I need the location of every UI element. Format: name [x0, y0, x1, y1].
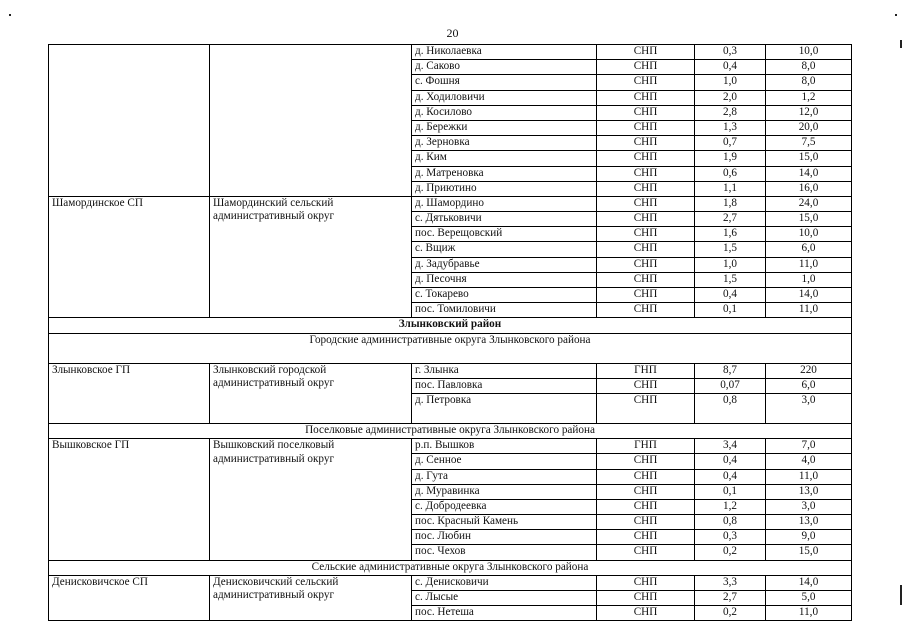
value-1-cell: 0,07	[695, 378, 766, 393]
table-row	[49, 318, 852, 333]
settlement-cell: д. Сенное	[412, 454, 597, 469]
settlement-type-cell: СНП	[597, 196, 695, 211]
settlement-type-cell: СНП	[597, 454, 695, 469]
settlement-type-cell: СНП	[597, 120, 695, 135]
settlement-type-cell: СНП	[597, 515, 695, 530]
okrug-cell	[210, 45, 412, 197]
value-1-cell: 1,0	[695, 257, 766, 272]
settlement-cell: пос. Верещовский	[412, 227, 597, 242]
settlement-cell: пос. Томиловичи	[412, 303, 597, 318]
settlement-cell: д. Петровка	[412, 393, 597, 423]
settlement-type-cell: СНП	[597, 257, 695, 272]
settlement-type-cell: СНП	[597, 227, 695, 242]
okrug-group-header: Сельские административные округа Злынковского района	[49, 560, 852, 575]
settlement-type-cell: ГНП	[597, 363, 695, 378]
value-1-cell: 0,1	[695, 303, 766, 318]
value-2-cell: 7,5	[766, 136, 852, 151]
table-row	[49, 439, 852, 454]
value-1-cell: 2,0	[695, 90, 766, 105]
table-row	[49, 363, 852, 378]
okrug-group-header: Поселковые административные округа Злынковского района	[49, 423, 852, 438]
value-2-cell: 11,0	[766, 257, 852, 272]
value-2-cell: 8,0	[766, 60, 852, 75]
settlement-type-cell: СНП	[597, 151, 695, 166]
table-row	[49, 333, 852, 363]
value-1-cell: 0,3	[695, 45, 766, 60]
table-row	[49, 560, 852, 575]
settlements-table	[48, 44, 852, 621]
okrug-cell: Шамординский сельский административный округ	[210, 196, 412, 318]
settlement-cell: пос. Павловка	[412, 378, 597, 393]
settlement-cell: д. Шамордино	[412, 196, 597, 211]
value-2-cell: 8,0	[766, 75, 852, 90]
settlement-type-cell: СНП	[597, 530, 695, 545]
value-1-cell: 2,7	[695, 212, 766, 227]
value-2-cell: 3,0	[766, 393, 852, 423]
scan-mark	[900, 585, 902, 605]
value-1-cell: 0,7	[695, 136, 766, 151]
settlement-cell: д. Песочня	[412, 272, 597, 287]
value-1-cell: 0,2	[695, 606, 766, 621]
value-2-cell: 10,0	[766, 227, 852, 242]
value-1-cell: 1,1	[695, 181, 766, 196]
settlements-table-body	[49, 45, 852, 621]
settlement-type-cell: СНП	[597, 606, 695, 621]
value-1-cell: 1,8	[695, 196, 766, 211]
settlement-cell: д. Косилово	[412, 105, 597, 120]
municipality-cell: Злынковское ГП	[49, 363, 210, 423]
settlement-cell: с. Денисковичи	[412, 575, 597, 590]
district-header: Злынковский район	[49, 318, 852, 333]
value-2-cell: 14,0	[766, 575, 852, 590]
value-2-cell: 6,0	[766, 242, 852, 257]
value-1-cell: 8,7	[695, 363, 766, 378]
scan-mark	[9, 14, 11, 16]
value-1-cell: 0,4	[695, 288, 766, 303]
municipality-cell: Вышковское ГП	[49, 439, 210, 561]
okrug-cell: Вышковский поселковый административный округ	[210, 439, 412, 561]
value-1-cell: 1,3	[695, 120, 766, 135]
value-1-cell: 0,4	[695, 454, 766, 469]
value-2-cell: 4,0	[766, 454, 852, 469]
settlement-type-cell: СНП	[597, 393, 695, 423]
value-2-cell: 24,0	[766, 196, 852, 211]
settlement-type-cell: СНП	[597, 378, 695, 393]
value-2-cell: 14,0	[766, 288, 852, 303]
settlement-type-cell: СНП	[597, 136, 695, 151]
value-1-cell: 2,8	[695, 105, 766, 120]
settlement-cell: д. Матреновка	[412, 166, 597, 181]
settlement-type-cell: СНП	[597, 272, 695, 287]
settlement-cell: с. Добродеевка	[412, 499, 597, 514]
value-1-cell: 1,9	[695, 151, 766, 166]
settlement-cell: д. Муравинка	[412, 484, 597, 499]
value-1-cell: 0,8	[695, 393, 766, 423]
table-row	[49, 196, 852, 211]
value-1-cell: 1,0	[695, 75, 766, 90]
settlement-type-cell: СНП	[597, 303, 695, 318]
table-row	[49, 423, 852, 438]
settlement-cell: пос. Нетеша	[412, 606, 597, 621]
municipality-cell: Денисковичское СП	[49, 575, 210, 621]
municipality-cell: Шамординское СП	[49, 196, 210, 318]
settlement-type-cell: СНП	[597, 166, 695, 181]
value-1-cell: 0,1	[695, 484, 766, 499]
value-1-cell: 0,2	[695, 545, 766, 560]
value-2-cell: 9,0	[766, 530, 852, 545]
value-2-cell: 220	[766, 363, 852, 378]
municipality-cell	[49, 45, 210, 197]
value-1-cell: 0,4	[695, 469, 766, 484]
value-1-cell: 3,4	[695, 439, 766, 454]
settlement-type-cell: СНП	[597, 545, 695, 560]
settlement-cell: с. Фошня	[412, 75, 597, 90]
value-1-cell: 1,6	[695, 227, 766, 242]
settlement-cell: пос. Красный Камень	[412, 515, 597, 530]
value-2-cell: 16,0	[766, 181, 852, 196]
okrug-cell: Злынковский городской административный округ	[210, 363, 412, 423]
settlement-cell: пос. Чехов	[412, 545, 597, 560]
value-1-cell: 0,8	[695, 515, 766, 530]
settlement-cell: г. Злынка	[412, 363, 597, 378]
settlement-type-cell: СНП	[597, 60, 695, 75]
settlement-type-cell: СНП	[597, 242, 695, 257]
settlement-type-cell: СНП	[597, 105, 695, 120]
settlement-cell: д. Бережки	[412, 120, 597, 135]
value-1-cell: 0,6	[695, 166, 766, 181]
settlement-cell: с. Токарево	[412, 288, 597, 303]
value-2-cell: 11,0	[766, 303, 852, 318]
settlement-cell: д. Задубравье	[412, 257, 597, 272]
value-2-cell: 10,0	[766, 45, 852, 60]
scan-mark	[895, 14, 897, 16]
value-2-cell: 13,0	[766, 484, 852, 499]
settlement-type-cell: ГНП	[597, 439, 695, 454]
value-2-cell: 7,0	[766, 439, 852, 454]
settlement-type-cell: СНП	[597, 288, 695, 303]
settlement-cell: д. Гута	[412, 469, 597, 484]
settlement-cell: д. Ким	[412, 151, 597, 166]
table-row	[49, 45, 852, 60]
value-2-cell: 15,0	[766, 151, 852, 166]
okrug-cell: Денисковичский сельский административный округ	[210, 575, 412, 621]
value-1-cell: 0,4	[695, 60, 766, 75]
settlement-type-cell: СНП	[597, 75, 695, 90]
settlement-type-cell: СНП	[597, 45, 695, 60]
settlement-type-cell: СНП	[597, 90, 695, 105]
okrug-group-header: Городские административные округа Злынковского района	[49, 333, 852, 363]
value-1-cell: 0,3	[695, 530, 766, 545]
settlement-cell: д. Николаевка	[412, 45, 597, 60]
value-2-cell: 1,0	[766, 272, 852, 287]
table-row	[49, 575, 852, 590]
settlement-cell: с. Лысые	[412, 591, 597, 606]
settlement-type-cell: СНП	[597, 181, 695, 196]
settlement-cell: д. Приютино	[412, 181, 597, 196]
settlement-cell: р.п. Вышков	[412, 439, 597, 454]
value-1-cell: 1,2	[695, 499, 766, 514]
settlement-cell: д. Саково	[412, 60, 597, 75]
settlement-cell: с. Дятьковичи	[412, 212, 597, 227]
settlement-cell: с. Вщиж	[412, 242, 597, 257]
page-number: 20	[446, 26, 459, 40]
value-2-cell: 15,0	[766, 545, 852, 560]
settlement-type-cell: СНП	[597, 499, 695, 514]
value-2-cell: 15,0	[766, 212, 852, 227]
value-2-cell: 6,0	[766, 378, 852, 393]
settlement-type-cell: СНП	[597, 212, 695, 227]
settlement-type-cell: СНП	[597, 575, 695, 590]
value-1-cell: 2,7	[695, 591, 766, 606]
value-2-cell: 13,0	[766, 515, 852, 530]
settlement-type-cell: СНП	[597, 591, 695, 606]
value-2-cell: 14,0	[766, 166, 852, 181]
value-2-cell: 1,2	[766, 90, 852, 105]
settlement-cell: д. Ходиловичи	[412, 90, 597, 105]
value-1-cell: 1,5	[695, 242, 766, 257]
scan-mark	[900, 40, 902, 48]
settlement-cell: д. Зерновка	[412, 136, 597, 151]
value-2-cell: 11,0	[766, 469, 852, 484]
settlement-type-cell: СНП	[597, 484, 695, 499]
value-1-cell: 3,3	[695, 575, 766, 590]
value-2-cell: 3,0	[766, 499, 852, 514]
value-2-cell: 12,0	[766, 105, 852, 120]
value-2-cell: 11,0	[766, 606, 852, 621]
value-2-cell: 5,0	[766, 591, 852, 606]
settlement-type-cell: СНП	[597, 469, 695, 484]
value-1-cell: 1,5	[695, 272, 766, 287]
value-2-cell: 20,0	[766, 120, 852, 135]
settlement-cell: пос. Любин	[412, 530, 597, 545]
